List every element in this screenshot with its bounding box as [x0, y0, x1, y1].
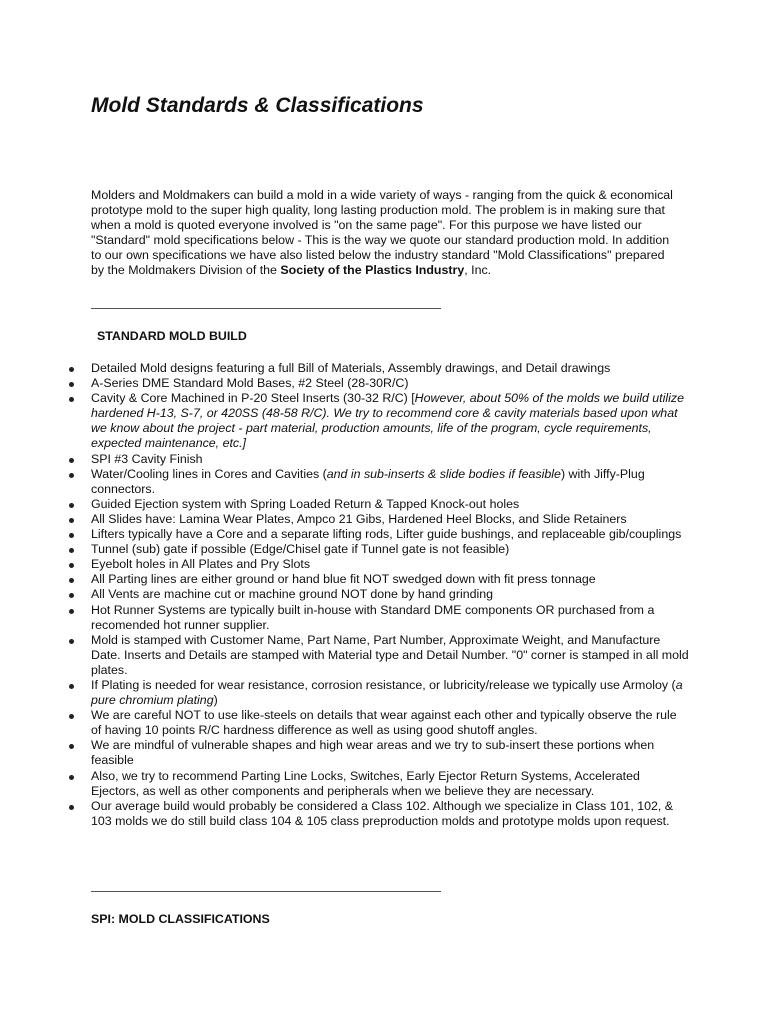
- list-item: [0, 708, 690, 738]
- list-item-italic: However, about 50% of the molds we build utilize hardened H-13, S-7, or 420SS (48-58 R/C). We try to recommend core & cavity materials based upon what we know about the project - part material, production amounts, life of the program, cycle requirements, expected maintenance, etc.]: [91, 391, 684, 451]
- list-item: [0, 391, 690, 451]
- bullet-icon: [69, 473, 74, 478]
- bullet-list: [0, 361, 690, 829]
- intro-bold-org: Society of the Plastics Industry: [280, 263, 465, 278]
- bullet-icon: [69, 367, 74, 372]
- list-item-text: We are careful NOT to use like-steels on details that wear against each other and typically observe the rule of having 10 points R/C hardness difference as well as using good shutoff angles.: [91, 708, 677, 738]
- list-item: [0, 557, 690, 572]
- bullet-icon: [69, 744, 74, 749]
- list-item: [0, 603, 690, 633]
- list-item-text: Cavity & Core Machined in P-20 Steel Inserts (30-32 R/C) [: [91, 391, 415, 406]
- bullet-icon: [69, 518, 74, 523]
- bullet-icon: [69, 684, 74, 689]
- divider-line: [91, 891, 441, 892]
- bullet-icon: [69, 397, 74, 402]
- list-item-text: Tunnel (sub) gate if possible (Edge/Chisel gate if Tunnel gate is not feasible): [91, 542, 510, 557]
- list-item-text-after: ): [213, 693, 218, 708]
- intro-paragraph: [91, 188, 681, 279]
- list-item-text: Our average build would probably be considered a Class 102. Although we specialize in Class 101, 102, & 103 molds we do still build class 104 & 105 class preproduction molds and prototype molds upon request.: [91, 798, 674, 828]
- list-item-italic: and in sub-inserts & slide bodies if feasible: [326, 466, 561, 481]
- page-title: Mold Standards & Classifications: [91, 94, 424, 117]
- list-item-text: Hot Runner Systems are typically built in-house with Standard DME components OR purchased from a recomended hot runner supplier.: [91, 602, 655, 632]
- intro-text-end: , Inc.: [464, 263, 492, 278]
- bullet-icon: [69, 639, 74, 644]
- list-item: [0, 376, 690, 391]
- list-item-text-after: ) with Jiffy-Plug connectors.: [91, 466, 645, 496]
- bullet-icon: [69, 458, 74, 463]
- list-item: [0, 678, 690, 708]
- list-item-text: Lifters typically have a Core and a separate lifting rods, Lifter guide bushings, and replaceable gib/couplings: [91, 527, 682, 542]
- bullet-icon: [69, 563, 74, 568]
- list-item: [0, 361, 690, 376]
- list-item: [0, 542, 690, 557]
- list-item-text: Water/Cooling lines in Cores and Cavities (: [91, 466, 327, 481]
- divider-line: [91, 308, 441, 309]
- list-item-text: All Parting lines are either ground or hand blue fit NOT swedged down with fit press tonnage: [91, 572, 596, 587]
- bullet-icon: [69, 609, 74, 614]
- list-item-text: Mold is stamped with Customer Name, Part Name, Part Number, Approximate Weight, and Manufacture Date. Inserts and Details are stamped with Material type and Detail Number. "0" corner is stamped in all mold plates.: [91, 632, 689, 677]
- list-item: [0, 527, 690, 542]
- bullet-icon: [69, 775, 74, 780]
- list-item-text: Detailed Mold designs featuring a full Bill of Materials, Assembly drawings, and Detail drawings: [91, 361, 611, 375]
- list-item-text: Eyebolt holes in All Plates and Pry Slots: [91, 557, 311, 572]
- list-item-text: Also, we try to recommend Parting Line Locks, Switches, Early Ejector Return Systems, Accelerated Ejectors, as well as other components and peripherals when we believe they are necessary.: [91, 768, 640, 798]
- list-item: [0, 467, 690, 497]
- bullet-icon: [69, 548, 74, 553]
- list-item: [0, 452, 690, 467]
- section-heading-standard-mold-build: STANDARD MOLD BUILD: [97, 329, 247, 343]
- bullet-icon: [69, 593, 74, 598]
- list-item-text: Guided Ejection system with Spring Loaded Return & Tapped Knock-out holes: [91, 496, 520, 511]
- list-item-italic: a pure chromium plating: [91, 677, 683, 708]
- list-item: [0, 633, 690, 678]
- list-item-text: A-Series DME Standard Mold Bases, #2 Steel (28-30R/C): [91, 376, 409, 391]
- list-item-text: We are mindful of vulnerable shapes and high wear areas and we try to sub-insert these portions when feasible: [91, 738, 655, 768]
- list-item: [0, 769, 690, 799]
- intro-text: Molders and Moldmakers can build a mold in a wide variety of ways - ranging from the quick & economical prototype mold to the super high quality, long lasting production mold. The problem is in making sure that when a mold is quoted everyone involved is "on the same page". For this purpose we have listed our "Standard" mold specifications below - This is the way we quote our standard production mold. In addition to our own specifications we have also listed below the industry standard "Mold Classifications" prepared by the Moldmakers Division of the: [91, 188, 673, 278]
- list-item: [0, 512, 690, 527]
- section-heading-spi-mold-classifications: SPI: MOLD CLASSIFICATIONS: [91, 912, 270, 926]
- list-item-text: All Slides have: Lamina Wear Plates, Ampco 21 Gibs, Hardened Heel Blocks, and Slide Retainers: [91, 511, 627, 526]
- bullet-icon: [69, 503, 74, 508]
- bullet-icon: [69, 382, 74, 387]
- list-item: [0, 572, 690, 587]
- bullet-icon: [69, 533, 74, 538]
- bullet-icon: [69, 805, 74, 810]
- bullet-icon: [69, 578, 74, 583]
- list-item: [0, 799, 690, 829]
- bullet-icon: [69, 714, 74, 719]
- list-item: [0, 738, 690, 768]
- list-item: [0, 497, 690, 512]
- list-item-text: SPI #3 Cavity Finish: [91, 451, 203, 466]
- list-item-text: If Plating is needed for wear resistance, corrosion resistance, or lubricity/release we typically use Armoloy (: [91, 677, 676, 692]
- list-item: [0, 587, 690, 602]
- list-item-text: All Vents are machine cut or machine ground NOT done by hand grinding: [91, 587, 494, 602]
